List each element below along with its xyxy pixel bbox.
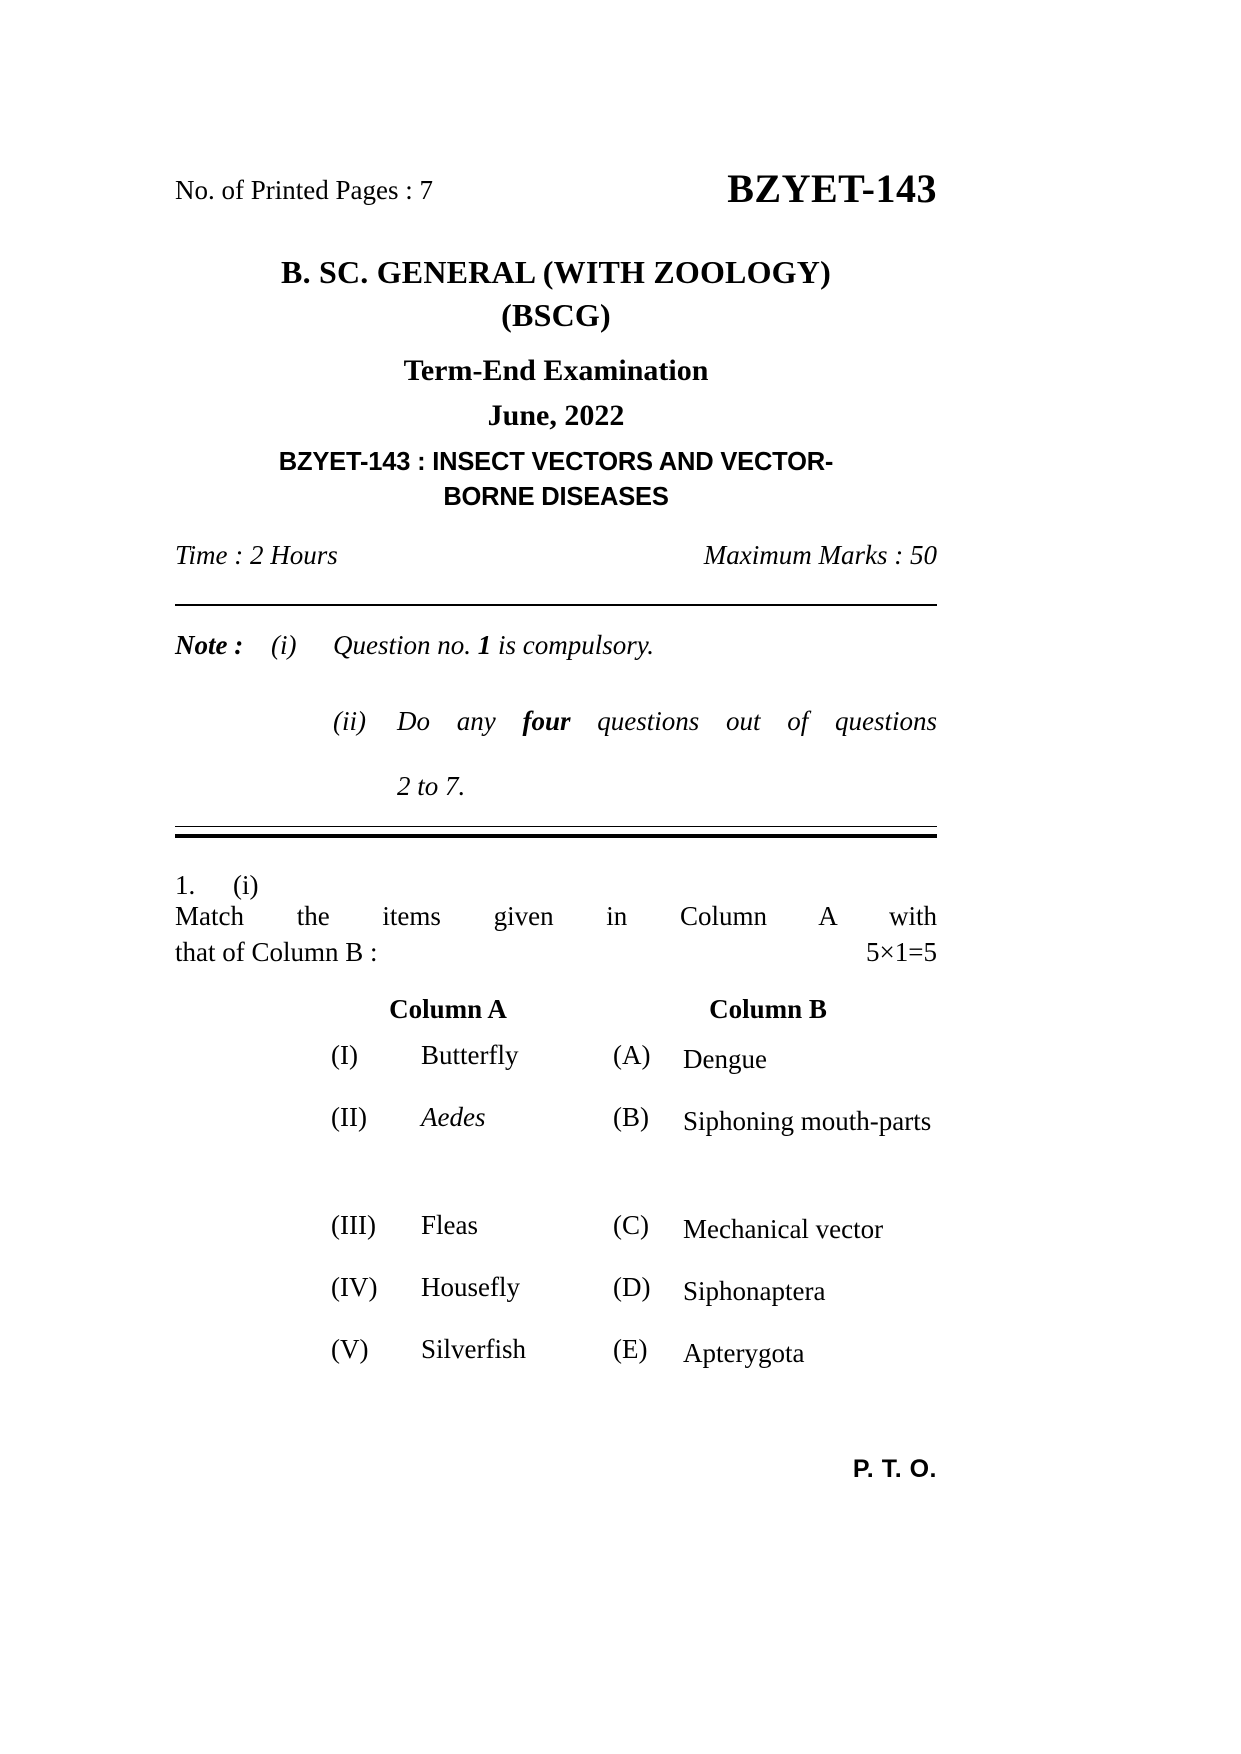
column-a-value-5: Silverfish: [421, 1334, 526, 1365]
note-item-i-text: [333, 630, 937, 661]
column-a-value-4: Housefly: [421, 1272, 520, 1303]
note-item-ii-emphasis: four: [522, 706, 571, 737]
note-item-i-emphasis: 1: [477, 630, 492, 661]
table-row: [303, 1334, 937, 1396]
programme-title: B. SC. GENERAL (WITH ZOOLOGY): [281, 254, 831, 290]
question-1-number: 1.: [175, 870, 196, 901]
column-b-value-4: Siphonaptera: [683, 1276, 826, 1307]
question-1-body: [175, 901, 937, 968]
column-a-label-2: (II): [331, 1102, 367, 1133]
exam-duration: Time : 2 Hours: [175, 540, 338, 571]
note-item-i: [175, 630, 937, 670]
note-item-ii-text: [397, 706, 937, 737]
column-a-label-3: (III): [331, 1210, 376, 1241]
column-b-label-5: (E): [613, 1334, 648, 1365]
note-label: Note :: [175, 630, 244, 661]
column-b-label-4: (D): [613, 1272, 651, 1303]
column-a-label-1: (I): [331, 1040, 358, 1071]
note-item-ii-text-b: questions out of questions: [570, 706, 937, 737]
column-b-value-1: Dengue: [683, 1044, 767, 1075]
column-a-label-5: (V): [331, 1334, 369, 1365]
programme-code: (BSCG): [501, 297, 611, 334]
subject-title-line1: BZYET-143 : INSECT VECTORS AND VECTOR-: [278, 448, 834, 477]
table-row: [303, 1102, 937, 1210]
column-b-value-5: Apterygota: [683, 1338, 805, 1369]
question-1-sub-number: (i): [233, 870, 259, 901]
note-item-ii: [175, 706, 937, 802]
column-b-value-2: Siphoning mouth-parts: [683, 1106, 932, 1137]
table-row: [303, 1040, 937, 1102]
examination-session: June, 2022: [487, 399, 625, 433]
note-item-ii-continuation: 2 to 7.: [397, 771, 466, 802]
exam-info-row: [175, 540, 937, 576]
examination-title: Term-End Examination: [403, 354, 709, 388]
table-row: [303, 1210, 937, 1272]
subject-title-line2: BORNE DISEASES: [443, 482, 669, 511]
note-block: [175, 630, 937, 802]
column-b-value-3: Mechanical vector: [683, 1214, 884, 1245]
column-b-label-3: (C): [613, 1210, 649, 1241]
note-item-ii-text-a: Do any: [397, 706, 523, 737]
table-row: [303, 1272, 937, 1334]
column-a-label-4: (IV): [331, 1272, 378, 1303]
column-b-label-1: (A): [613, 1040, 651, 1071]
match-table-header: [303, 994, 937, 1040]
column-b-label-2: (B): [613, 1102, 649, 1133]
page-turn-over-label: P. T. O.: [852, 1455, 937, 1483]
printed-pages-label: No. of Printed Pages : 7: [175, 175, 433, 205]
note-item-i-text-a: Question no.: [333, 630, 478, 661]
match-columns-table: [303, 994, 937, 1396]
question-1: [175, 870, 937, 1396]
column-a-value-1: Butterfly: [421, 1040, 519, 1071]
question-1-header-row: [175, 870, 937, 968]
column-b-header: Column B: [709, 994, 827, 1025]
column-a-value-3: Fleas: [421, 1210, 478, 1241]
exam-max-marks: Maximum Marks : 50: [703, 540, 937, 571]
column-a-value-2: Aedes: [421, 1102, 486, 1133]
question-1-text-line1: Match the items given in Column A with: [175, 901, 937, 932]
column-a-header: Column A: [389, 994, 507, 1025]
title-block: [175, 251, 937, 514]
page-header: [175, 165, 937, 221]
note-divider: [175, 826, 937, 838]
paper-code: BZYET-143: [727, 166, 937, 211]
question-1-text-line2-row: [175, 937, 937, 968]
note-item-i-text-b: is compulsory.: [491, 630, 655, 661]
question-1-marks: 5×1=5: [866, 937, 937, 968]
header-divider: [175, 604, 937, 606]
note-item-ii-numeral: (ii): [333, 706, 366, 737]
question-1-text-line2: that of Column B :: [175, 937, 378, 968]
note-item-i-numeral: (i): [271, 630, 297, 661]
page-content: [175, 0, 937, 1483]
